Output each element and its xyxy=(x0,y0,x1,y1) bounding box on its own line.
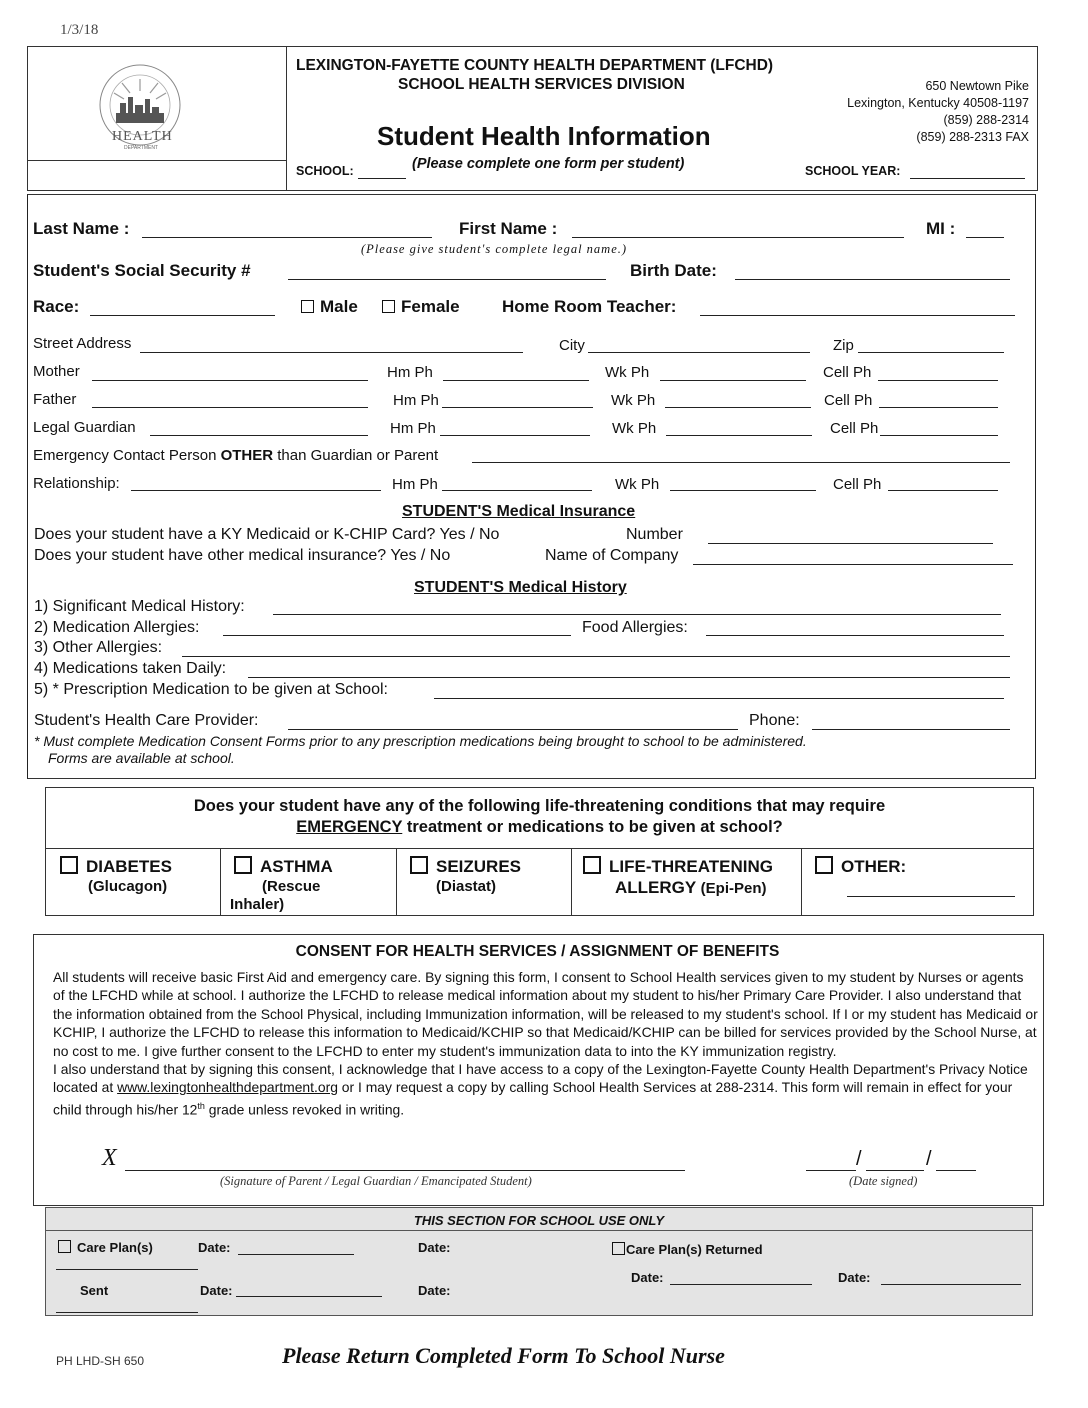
father-cell-ph-field[interactable] xyxy=(879,407,998,408)
first-name-field[interactable] xyxy=(572,237,904,238)
emergency-conditions-box xyxy=(45,787,1034,916)
date-stamp: 1/3/18 xyxy=(60,22,99,38)
history-item2-field[interactable] xyxy=(223,635,571,636)
mother-hm-ph-field[interactable] xyxy=(443,380,589,381)
asthma-checkbox[interactable] xyxy=(234,856,252,874)
date-month-field[interactable] xyxy=(806,1170,856,1171)
home-room-label: Home Room Teacher: xyxy=(502,297,677,316)
guardian-field[interactable] xyxy=(150,435,368,436)
guardian-wk-ph-field[interactable] xyxy=(666,435,812,436)
form-subtitle: (Please complete one form per student) xyxy=(412,156,685,172)
history-heading: STUDENT'S Medical History xyxy=(414,579,627,596)
emergency-contact-label: Emergency Contact Person OTHER than Guardian or Parent xyxy=(33,447,439,464)
school-year-field[interactable] xyxy=(910,178,1025,179)
father-wk-ph-label: Wk Ph xyxy=(611,392,656,409)
sent-date2-label: Date: xyxy=(418,1283,451,1298)
dept-line1: LEXINGTON-FAYETTE COUNTY HEALTH DEPARTMENT (LFCHD) xyxy=(296,57,774,74)
father-label: Father xyxy=(33,391,77,408)
forms-available-note: Forms are available at school. xyxy=(48,750,235,766)
care-plans-date-field[interactable] xyxy=(238,1254,354,1255)
provider-label: Student's Health Care Provider: xyxy=(34,712,259,729)
legal-name-note: (Please give student's complete legal name.) xyxy=(361,242,628,256)
female-option[interactable] xyxy=(382,297,460,317)
guardian-cell-ph-field[interactable] xyxy=(880,435,998,436)
care-plans-line[interactable] xyxy=(56,1269,198,1270)
history-item2: 2) Medication Allergies: xyxy=(34,619,200,636)
consent-paragraph1: All students will receive basic First Aid and emergency care. By signing this form, I consent to School Health services given to my student by Nurses or agents of the LFCHD while at school. I authorize the LFCHD to release medical information about my student to his/her Primary Care Provider. I also understand that the information obtained from the School Physical, including Immunization information, will be released to my student's school. If I or my student has Medicaid or KCHIP, I authorize the LFCHD to release this information to Medicaid/KCHIP so that Medicaid/KCHIP can be billed for services provided by the School Nurse, at no cost to me. I give further consent to the LFCHD to enter my student's immunization data to into the KY immunization registry. xyxy=(53,969,1038,1059)
conditions-row xyxy=(46,849,1033,915)
street-field[interactable] xyxy=(140,352,523,353)
asthma-sub2: Inhaler) xyxy=(230,896,285,913)
address-line2: Lexington, Kentucky 40508-1197 xyxy=(847,96,1029,110)
provider-phone-label: Phone: xyxy=(749,712,800,729)
other-field[interactable] xyxy=(847,896,1015,897)
mother-hm-ph-label: Hm Ph xyxy=(387,364,433,381)
food-allergies-label: Food Allergies: xyxy=(582,619,688,636)
returned-checkbox[interactable] xyxy=(612,1242,625,1255)
emergency-question: Does your student have any of the following life-threatening conditions that may require EMERGENCY treatment or medications to be given at school? xyxy=(193,797,886,836)
date-slash2: / xyxy=(926,1148,932,1170)
care-plans-checkbox[interactable] xyxy=(58,1240,71,1253)
zip-label: Zip xyxy=(833,337,854,354)
dept-line2: SCHOOL HEALTH SERVICES DIVISION xyxy=(398,76,685,93)
logo-text: HEALTH xyxy=(112,129,173,144)
guardian-wk-ph-label: Wk Ph xyxy=(612,420,657,437)
returned-date-label: Date: xyxy=(631,1270,664,1285)
birth-date-label: Birth Date: xyxy=(630,261,717,280)
last-name-field[interactable] xyxy=(142,237,432,238)
diabetes-option[interactable]: DIABETES (Glucagon) xyxy=(46,849,221,915)
emergency-cell-ph-field[interactable] xyxy=(888,490,998,491)
seizures-sub: (Diastat) xyxy=(436,878,497,895)
medicaid-question: Does your student have a KY Medicaid or K-CHIP Card? Yes / No xyxy=(34,526,500,543)
race-label: Race: xyxy=(33,297,80,316)
number-field[interactable] xyxy=(708,543,993,544)
relationship-field[interactable] xyxy=(131,490,381,491)
insurance-heading: STUDENT'S Medical Insurance xyxy=(402,503,636,520)
sent-date-label: Date: xyxy=(200,1283,233,1298)
street-label: Street Address xyxy=(33,335,132,352)
female-label: Female xyxy=(401,297,460,316)
father-field[interactable] xyxy=(92,407,368,408)
city-field[interactable] xyxy=(588,352,810,353)
seizures-option[interactable]: SEIZURES (Diastat) xyxy=(396,849,572,915)
form-title: Student Health Information xyxy=(377,121,711,151)
return-note: Please Return Completed Form To School Nurse xyxy=(282,1343,725,1368)
diabetes-sub: (Glucagon) xyxy=(88,878,168,895)
father-wk-ph-field[interactable] xyxy=(665,407,811,408)
consent-paragraph2: I also understand that by signing this consent, I acknowledge that I have access to a copy of the Lexington-Fayette County Health Department's Privacy Notice located at www.lexingtonhealthdepartment.org or I may request a copy by calling School Health Services at 288-2314. This form will remain in effect for your child through his/her 12th grade unless revoked in writing. xyxy=(53,1061,1028,1118)
date-caption: (Date signed) xyxy=(849,1174,918,1188)
care-plans-date2-label: Date: xyxy=(418,1240,451,1255)
diabetes-checkbox[interactable] xyxy=(60,856,78,874)
emergency-wk-ph-label: Wk Ph xyxy=(615,476,660,493)
guardian-label: Legal Guardian xyxy=(33,419,136,436)
guardian-hm-ph-field[interactable] xyxy=(440,435,590,436)
care-plans-option[interactable]: Care Plan(s) xyxy=(58,1240,153,1255)
last-name-label: Last Name : xyxy=(33,219,130,238)
form-code: PH LHD-SH 650 xyxy=(56,1354,145,1368)
returned-date2-field[interactable] xyxy=(881,1284,1021,1285)
number-label: Number xyxy=(626,526,683,543)
ssn-label: Student's Social Security # xyxy=(33,261,251,280)
date-slash1: / xyxy=(856,1148,862,1170)
guardian-hm-ph-label: Hm Ph xyxy=(390,420,436,437)
returned-date-field[interactable] xyxy=(670,1284,812,1285)
dept-fax: (859) 288-2313 FAX xyxy=(916,130,1029,144)
mi-label: MI : xyxy=(926,219,956,238)
emergency-contact-field[interactable] xyxy=(472,462,1010,463)
header-box xyxy=(27,46,1038,191)
dept-address xyxy=(847,78,1029,146)
history-item4-field[interactable] xyxy=(248,677,1010,678)
mother-cell-ph-label: Cell Ph xyxy=(823,364,872,381)
logo-sub: DEPARTMENT xyxy=(124,145,158,151)
male-checkbox[interactable] xyxy=(301,300,314,313)
signature-caption: (Signature of Parent / Legal Guardian / Emancipated Student) xyxy=(220,1174,532,1188)
female-checkbox[interactable] xyxy=(382,300,395,313)
history-item4: 4) Medications taken Daily: xyxy=(34,660,227,677)
other-insurance-question: Does your student have other medical insurance? Yes / No xyxy=(34,547,451,564)
ssn-field[interactable] xyxy=(288,279,606,280)
school-label: SCHOOL: xyxy=(296,164,354,178)
company-label: Name of Company xyxy=(545,547,679,564)
care-plans-date-label: Date: xyxy=(198,1240,231,1255)
sent-label: Sent xyxy=(80,1283,109,1298)
home-room-field[interactable] xyxy=(700,315,1015,316)
zip-field[interactable] xyxy=(858,352,1004,353)
history-item5: 5) * Prescription Medication to be given at School: xyxy=(34,681,388,698)
school-year-label: SCHOOL YEAR: xyxy=(805,164,901,178)
consent-forms-note: * Must complete Medication Consent Forms prior to any prescription medications being brought to school to be administered. xyxy=(34,733,807,749)
signature-x: X xyxy=(102,1145,117,1171)
school-field[interactable] xyxy=(358,178,406,179)
consent-heading: CONSENT FOR HEALTH SERVICES / ASSIGNMENT OF BENEFITS xyxy=(295,943,780,960)
male-label: Male xyxy=(320,297,358,316)
history-item1-field[interactable] xyxy=(273,614,1001,615)
sent-date-field[interactable] xyxy=(236,1296,382,1297)
race-field[interactable] xyxy=(90,315,275,316)
mother-wk-ph-label: Wk Ph xyxy=(605,364,650,381)
returned-option[interactable]: Care Plan(s) Returned xyxy=(612,1242,763,1257)
allergy-option[interactable]: LIFE-THREATENING ALLERGY (Epi-Pen) xyxy=(571,849,802,915)
emergency-hm-ph-field[interactable] xyxy=(442,490,592,491)
male-option[interactable] xyxy=(301,297,358,317)
city-label: City xyxy=(559,337,585,354)
emergency-hm-ph-label: Hm Ph xyxy=(392,476,438,493)
mother-cell-ph-field[interactable] xyxy=(878,380,998,381)
date-day-field[interactable] xyxy=(866,1170,924,1171)
history-item3-field[interactable] xyxy=(182,656,1010,657)
school-use-heading: THIS SECTION FOR SCHOOL USE ONLY xyxy=(413,1213,665,1228)
emergency-cell-ph-label: Cell Ph xyxy=(833,476,882,493)
school-use-box xyxy=(45,1207,1033,1316)
asthma-option[interactable]: ASTHMA (Rescue Inhaler) xyxy=(220,849,397,915)
mother-field[interactable] xyxy=(92,380,368,381)
address-line1: 650 Newtown Pike xyxy=(925,79,1029,93)
first-name-label: First Name : xyxy=(459,219,558,238)
returned-date2-label: Date: xyxy=(838,1270,871,1285)
asthma-sub1: (Rescue xyxy=(262,878,321,895)
signature-field[interactable] xyxy=(125,1170,685,1171)
dept-phone: (859) 288-2314 xyxy=(943,113,1029,127)
history-item5-field[interactable] xyxy=(434,698,1004,699)
relationship-label: Relationship: xyxy=(33,475,120,492)
sent-line[interactable] xyxy=(56,1312,198,1313)
provider-field[interactable] xyxy=(288,729,738,730)
history-item1: 1) Significant Medical History: xyxy=(34,598,245,615)
father-hm-ph-label: Hm Ph xyxy=(393,392,439,409)
mother-wk-ph-field[interactable] xyxy=(660,380,806,381)
privacy-link[interactable]: www.lexingtonhealthdepartment.org xyxy=(117,1079,338,1096)
birth-date-field[interactable] xyxy=(735,279,1010,280)
seizures-checkbox[interactable] xyxy=(410,856,428,874)
father-cell-ph-label: Cell Ph xyxy=(824,392,873,409)
mi-field[interactable] xyxy=(966,237,1004,238)
provider-phone-field[interactable] xyxy=(812,729,1010,730)
guardian-cell-ph-label: Cell Ph xyxy=(830,420,879,437)
other-checkbox[interactable] xyxy=(815,856,833,874)
company-field[interactable] xyxy=(693,564,1013,565)
allergy-checkbox[interactable] xyxy=(583,856,601,874)
emergency-wk-ph-field[interactable] xyxy=(670,490,816,491)
date-year-field[interactable] xyxy=(936,1170,976,1171)
food-allergies-field[interactable] xyxy=(706,635,1004,636)
mother-label: Mother xyxy=(33,363,80,380)
consent-text xyxy=(53,968,1038,1119)
father-hm-ph-field[interactable] xyxy=(442,407,593,408)
other-option[interactable]: OTHER: xyxy=(801,849,1033,915)
history-item3: 3) Other Allergies: xyxy=(34,639,163,656)
